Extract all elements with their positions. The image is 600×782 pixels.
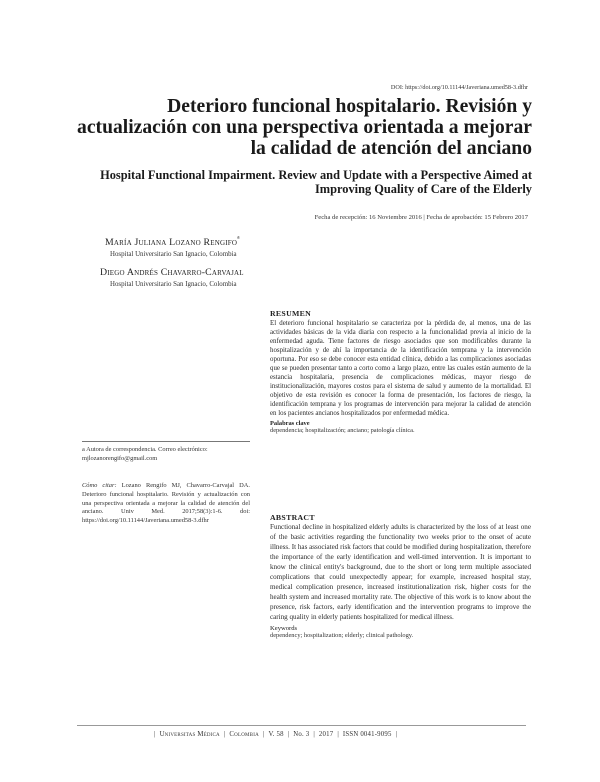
correspondence-note: a Autora de correspondencia. Correo electrónico: mjlozanorengifo@gmail.com bbox=[82, 441, 250, 463]
keywords-label: Keywords bbox=[270, 624, 298, 632]
footer-journal: Universitas Médica bbox=[159, 731, 220, 738]
page-footer: | Universitas Médica | Colombia | V. 58 | No. 3 | 2017 | ISSN 0041-9095 | bbox=[154, 731, 398, 738]
author-1 bbox=[105, 232, 244, 259]
footer-issn: ISSN 0041-9095 bbox=[342, 731, 392, 738]
authors-block bbox=[102, 232, 244, 289]
resumen-section bbox=[270, 309, 531, 435]
how-to-cite bbox=[82, 482, 250, 526]
footer-divider bbox=[77, 725, 526, 726]
title-english: Hospital Functional Impairment. Review and Update with a Perspective Aimed at Improving Quality of Care of the Elderly bbox=[100, 168, 532, 196]
palabras-clave: dependencia; hospitalización; anciano; patología clínica. bbox=[270, 426, 415, 434]
footer-year: 2017 bbox=[318, 731, 334, 738]
resumen-heading: RESUMEN bbox=[270, 309, 312, 318]
footer-volume: V. 58 bbox=[268, 731, 284, 738]
abstract-heading: ABSTRACT bbox=[270, 513, 315, 522]
abstract-section bbox=[270, 513, 531, 640]
footer-number: No. 3 bbox=[293, 731, 310, 738]
how-to-cite-text[interactable]: Lozano Rengifo MJ, Chavarro-Carvajal DA. Deterioro funcional hospitalario. Revisión y actualización con una perspectiva orientada a mejorar la calidad de atención del anciano. Univ Med. 2017;58(3):1-6. doi: https://doi.org/10.11144/Javeriana.umed58-3.dfhr bbox=[82, 482, 250, 525]
resumen-text: El deterioro funcional hospitalario se caracteriza por la pérdida de, al menos, una de las actividades básicas de la vida diaria con respecto a la funcionalidad previa al inicio de la enfermedad aguda. Tiene factores de riesgo asociados que son modificables durante la hospitalización y de ahí la importancia de la identificación temprana y la intervención oportuna. Por eso se debe conocer esta entidad clínica, debido a las complicaciones asociadas que se pueden presentar tanto a corto como a largo plazo, entre las cuales están aumento de la estancia hospitalaria, presencia de complicaciones médicas, mayor riesgo de institucionalización, mayores costos para el sistema de salud y aumento de la mortalidad. El objetivo de esta revisión es conocer la forma de presentación, los factores de riesgo, la identificación temprana y los programas de intervención para mejorar la calidad de atención en los pacientes ancianos hospitalizados por enfermedad médica. bbox=[270, 320, 531, 418]
reception-approval-dates: Fecha de recepción: 16 Noviembre 2016 | Fecha de aprobación: 15 Febrero 2017 bbox=[314, 214, 528, 221]
doi-link[interactable]: DOI: https://doi.org/10.11144/Javeriana.umed58-3.dfhr bbox=[390, 84, 528, 91]
author-2-name: Diego Andrés Chavarro-Carvajal bbox=[100, 267, 244, 278]
author-1-mark: a bbox=[237, 234, 240, 241]
author-2 bbox=[100, 262, 244, 289]
palabras-clave-label: Palabras clave bbox=[270, 419, 310, 427]
footer-country: Colombia bbox=[229, 731, 259, 738]
author-1-name: María Juliana Lozano Rengifo bbox=[105, 237, 238, 248]
how-to-cite-label: Cómo citar: bbox=[82, 482, 117, 489]
abstract-text: Functional decline in hospitalized elderly adults is characterized by the loss of at least one of the basic activities regarding the functionality two weeks prior to the onset of acute illness. It has associated risk factors that could be modified during hospitalization, therefore the importance of the early identification and well-timed intervention. It is important to know the clinical entity's background, due to the short or long term multiple associated complications that could unexpectedly appear; for example, increased hospital stay, medical complication presence, increased institutionalization risk, higher costs for the health system and increased mortality rate. The objective of this work is to know about the presence, risk factors, early identification and the intervention programs to improve the caring quality in elderly patients hospitalized for medical illness. bbox=[270, 523, 531, 621]
sidebar-notes bbox=[82, 441, 250, 526]
author-1-affiliation: Hospital Universitario San Ignacio, Colombia bbox=[110, 251, 237, 258]
title-spanish: Deterioro funcional hospitalario. Revisión y actualización con una perspectiva orientada a mejorar la calidad de atención del anciano bbox=[77, 96, 532, 159]
keywords: dependency; hospitalization; elderly; clinical pathology. bbox=[270, 631, 414, 639]
author-2-affiliation: Hospital Universitario San Ignacio, Colombia bbox=[110, 281, 237, 288]
